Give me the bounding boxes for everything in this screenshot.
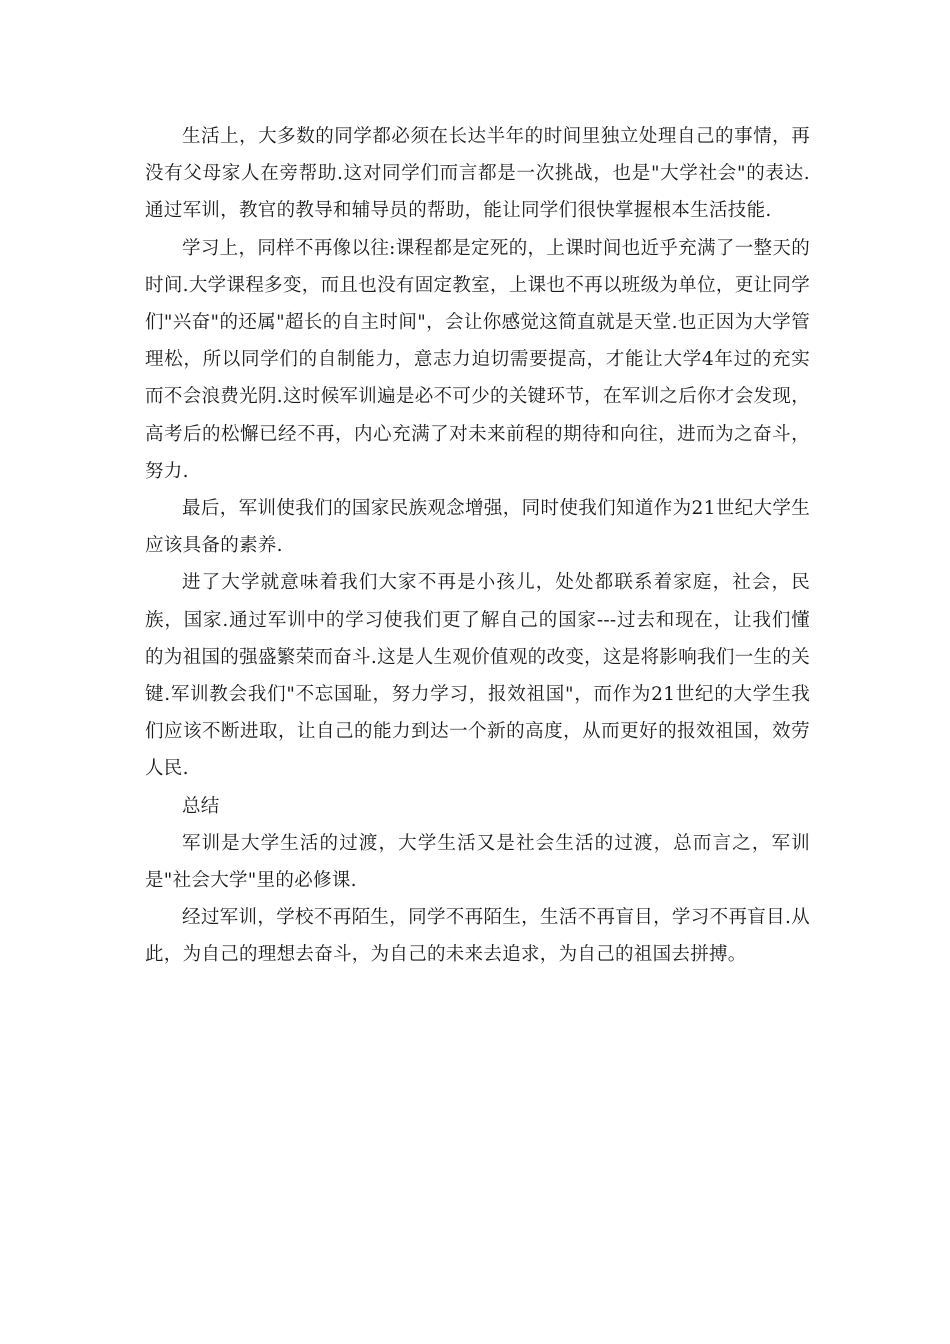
summary-paragraph-conclusion: 经过军训，学校不再陌生，同学不再陌生，生活不再盲目，学习不再盲目.从此，为自己的理想去奋斗，为自己的未来去追求，为自己的祖国去拼搏。 — [145, 907, 810, 966]
document-body — [145, 118, 810, 974]
paragraph-finally: 最后，军训使我们的国家民族观念增强，同时使我们知道作为21世纪大学生应该具备的素养. — [145, 498, 810, 557]
paragraph-college: 进了大学就意味着我们大家不再是小孩儿，处处都联系着家庭，社会，民族，国家.通过军训中的学习使我们更了解自己的国家---过去和现在，让我们懂的为祖国的强盛繁荣而奋斗.这是人生观价值观的改变，这是将影响我们一生的关键.军训教会我们"不忘国耻，努力学习，报效祖国"，而作为21世纪的大学生我们应该不断进取，让自己的能力到达一个新的高度，从而更好的报效祖国，效劳人民. — [145, 572, 810, 780]
summary-heading: 总结 — [182, 795, 220, 817]
paragraph-life: 生活上，大多数的同学都必须在长达半年的时间里独立处理自己的事情，再没有父母家人在旁帮助.这对同学们而言都是一次挑战，也是"大学社会"的表达.通过军训，教官的教导和辅导员的帮助，能让同学们很快掌握根本生活技能. — [145, 126, 810, 222]
paragraph-study: 学习上，同样不再像以往:课程都是定死的，上课时间也近乎充满了一整天的时间.大学课程多变，而且也没有固定教室，上课也不再以班级为单位，更让同学们"兴奋"的还属"超长的自主时间"，会让你感觉这简直就是天堂.也正因为大学管理松，所以同学们的自制能力，意志力迫切需要提高，才能让大学4年过的充实而不会浪费光阴.这时候军训遍是必不可少的关键环节，在军训之后你才会发现，高考后的松懈已经不再，内心充满了对未来前程的期待和向往，进而为之奋斗，努力. — [145, 237, 810, 482]
summary-paragraph-transition: 军训是大学生活的过渡，大学生活又是社会生活的过渡，总而言之，军训是"社会大学"里的必修课. — [145, 832, 810, 892]
